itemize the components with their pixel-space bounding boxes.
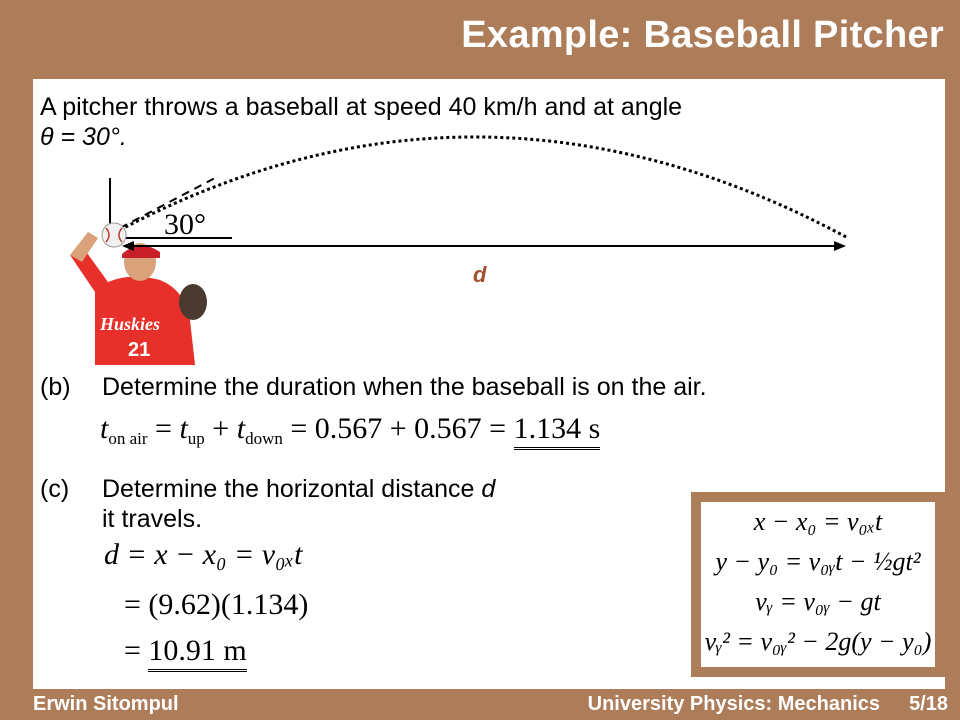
svg-text:21: 21 — [128, 339, 151, 361]
footer-course: University Physics: Mechanics — [587, 693, 880, 715]
part-c-text-line2: it travels. — [102, 505, 203, 533]
part-b-answer: 1.134 s — [514, 412, 601, 450]
footer-author: Erwin Sitompul — [33, 693, 179, 715]
distance-label: d — [473, 262, 487, 287]
part-c-label: (c) — [40, 475, 70, 503]
part-b-label: (b) — [40, 373, 71, 401]
part-c-equation-1: d = x − x₀ = v₀ₓt — [104, 538, 303, 571]
part-c-equation-2: = (9.62)(1.134) — [124, 588, 309, 621]
part-b-equation: $t_{on air} = t_{up} + t_{down} = 0.567 + 0.567 = 1.134$ s — [100, 412, 601, 448]
slide-title: Example: Baseball Pitcher — [461, 14, 944, 56]
formula-4: vᵧ² = v₀ᵧ² − 2g(y − y₀) — [704, 627, 932, 656]
formula-2: y − y₀ = v₀ᵧt − ½gt² — [715, 547, 921, 576]
part-c-text: Determine the horizontal distance d — [102, 475, 496, 503]
formula-3: vᵧ = v₀ᵧ − gt — [755, 587, 881, 616]
formula-1: x − x₀ = v₀ₓt — [753, 507, 883, 536]
problem-statement-line1: A pitcher throws a baseball at speed 40 km/h and at angle — [40, 93, 683, 121]
angle-label: 30° — [164, 208, 206, 241]
part-c-answer: 10.91 m — [148, 634, 246, 672]
formula-reference-box — [691, 492, 945, 677]
svg-text:Huskies: Huskies — [100, 314, 161, 334]
problem-statement-line2: θ = 30°. — [40, 123, 127, 151]
part-b-text: Determine the duration when the baseball is on the air. — [102, 373, 707, 401]
part-c-equation-3: = 10.91 m — [124, 634, 247, 668]
formula-list — [701, 502, 935, 667]
slide-footer — [0, 689, 960, 720]
page-number: 5/18 — [909, 693, 948, 715]
